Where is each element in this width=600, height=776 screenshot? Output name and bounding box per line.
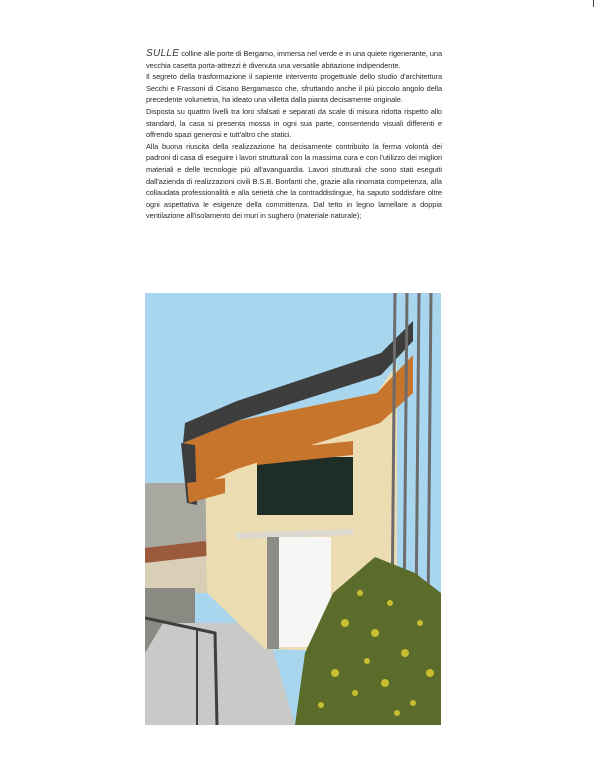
paragraph-1 (146, 48, 442, 71)
paragraph-4: Alla buona riuscita della realizzazione ha decisamente contribuito la ferma volontà dei padroni di casa di eseguire i lavori strutturali con la massima cura e con l'utilizzo dei migliori materiali e delle tecnologie più all'avanguardia. Lavori strutturali che sono stati eseguiti dall'azienda di realizzazioni civili B.S.B. Bonfanti che, grazie alla rinomata competenza, alla collaudata professionalità e alla serietà che la contraddistingue, ha saputo soddisfare oltre ogni aspettativa le esigenze della committenza. Dal tetto in legno lamellare a doppia ventilazione all'isolamento dei muri in sughero (materiale naturale); (146, 141, 442, 221)
house-photo (145, 293, 441, 725)
crop-mark (593, 0, 594, 7)
article-body (146, 48, 442, 222)
paragraph-3: Disposta su quattro livelli tra loro sfalsati e separati da scale di misura ridotta rispetto allo standard, la casa si presenta mossa in ogni sua parte, consentendo visuali differenti e offrendo spazi generosi e tutt'altro che statici. (146, 106, 442, 140)
lead-word: SULLE (146, 48, 180, 59)
paragraph-1-text: colline alle porte di Bergamo, immersa nel verde e in una quiete rigenerante, una vecchia casetta porta-attrezzi è divenuta una versatile abitazione indipendente. (146, 49, 442, 70)
paragraph-2: Il segreto della trasformazione il sapiente intervento progettuale dello studio d'architettura Secchi e Frassoni di Cisano Bergamasco che, sfruttando anche il più piccolo angolo della precedente volumetria, ha ideato una villetta dalla pianta decisamente originale. (146, 72, 442, 105)
